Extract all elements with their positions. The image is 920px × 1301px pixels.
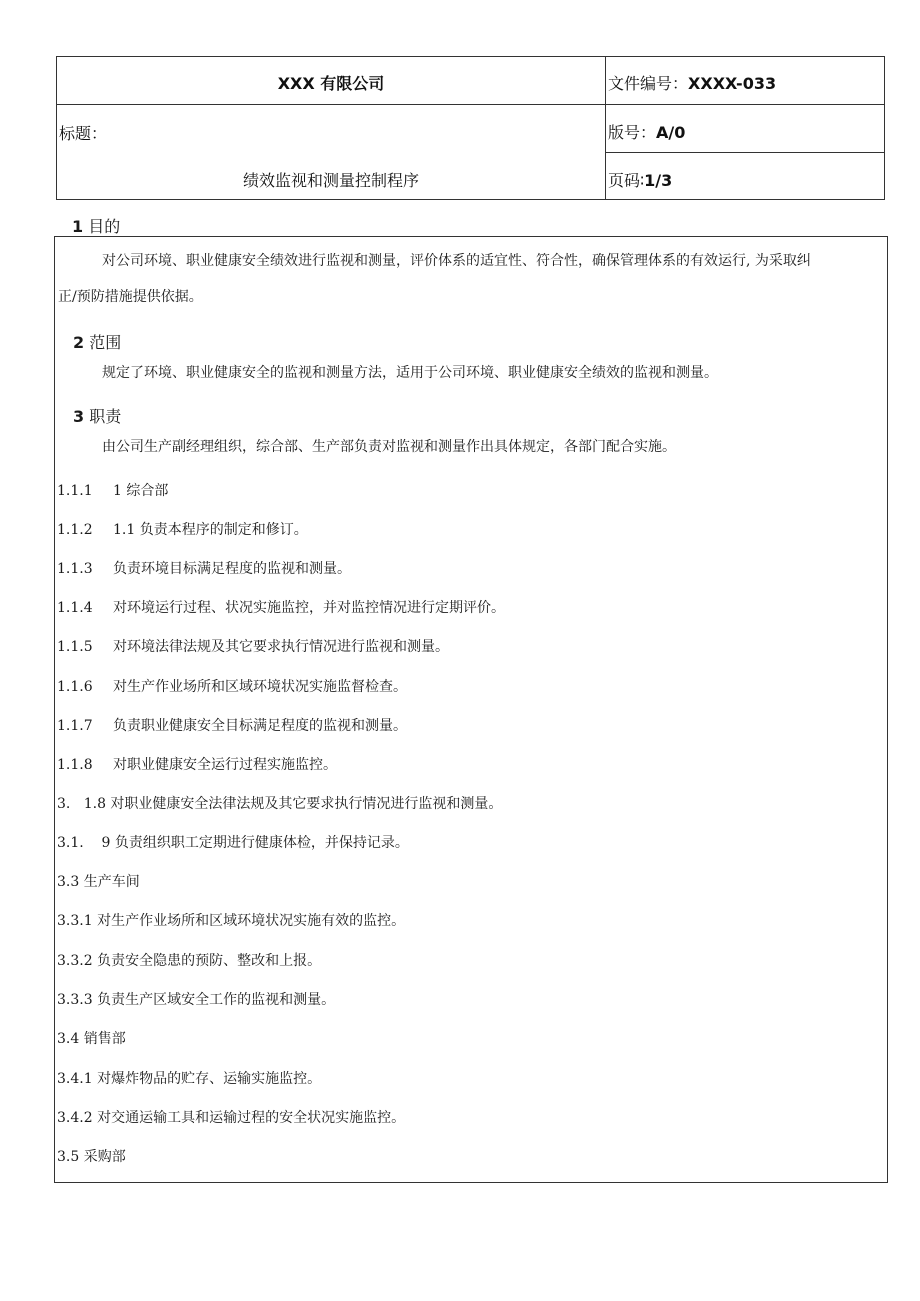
version: [608, 120, 685, 143]
list-line: 3.3.1 对生产作业场所和区域环境状况实施有效的监控。: [57, 913, 406, 929]
list-item: [57, 676, 407, 696]
list-line: 3.3 生产车间: [57, 874, 140, 890]
company-name: XXX 有限公司: [277, 74, 385, 93]
item-text: 负责职业健康安全目标满足程度的监视和测量。: [113, 718, 407, 734]
list-line: 3.3.3 负责生产区域安全工作的监视和测量。: [57, 992, 336, 1008]
item-text: 1.1 负责本程序的制定和修订。: [113, 522, 308, 538]
item-number: 1.1.5: [57, 639, 93, 655]
item-number: 1.1.1: [57, 483, 93, 499]
section-2-text: 规定了环境、职业健康安全的监视和测量方法，适用于公司环境、职业健康安全绩效的监视和测量。: [102, 365, 718, 381]
page-number-label: 页码∶: [608, 171, 645, 190]
item-text: 负责环境目标满足程度的监视和测量。: [113, 561, 351, 577]
section-2-heading: [73, 330, 121, 353]
header-divider-vertical: [605, 57, 606, 199]
list-item: [57, 715, 407, 735]
item-text: 对职业健康安全运行过程实施监控。: [113, 757, 337, 773]
list-item: [57, 519, 308, 539]
header-divider-top: [57, 104, 884, 105]
item-number: 1.1.4: [57, 600, 93, 616]
item-number: 1.1.6: [57, 679, 93, 695]
section-2-title: 范围: [89, 333, 122, 352]
section-3-number: 3: [73, 407, 85, 426]
document-header-table: [56, 56, 885, 200]
page-number-value: 1/3: [644, 171, 673, 190]
list-line: 3.1. 9 负责组织职工定期进行健康体检，并保持记录。: [57, 835, 409, 851]
item-number: 1.1.2: [57, 522, 93, 538]
item-number: 1.1.7: [57, 718, 93, 734]
list-line: 3.4.1 对爆炸物品的贮存、运输实施监控。: [57, 1071, 322, 1087]
list-line: 3.3.2 负责安全隐患的预防、整改和上报。: [57, 953, 322, 969]
document-title: 绩效监视和测量控制程序: [242, 171, 419, 190]
list-item: [57, 480, 168, 500]
list-line: 3.4.2 对交通运输工具和运输过程的安全状况实施监控。: [57, 1110, 406, 1126]
header-divider-right: [605, 152, 884, 153]
list-item: [57, 597, 505, 617]
title-label: 标题：: [59, 124, 108, 143]
section-1-title: 目的: [88, 217, 121, 236]
document-number-label: 文件编号：: [608, 74, 689, 93]
page-number: [608, 168, 672, 191]
item-text: 对环境法律法规及其它要求执行情况进行监视和测量。: [113, 639, 449, 655]
list-line: 3. 1.8 对职业健康安全法律法规及其它要求执行情况进行监视和测量。: [57, 796, 503, 812]
content-box: [54, 236, 888, 1183]
document-number-value: XXXX-033: [688, 74, 777, 93]
item-number: 1.1.8: [57, 757, 93, 773]
section-2-number: 2: [73, 333, 85, 352]
list-line: 3.5 采购部: [57, 1149, 126, 1165]
version-value: A/0: [656, 123, 686, 142]
list-item: [57, 636, 449, 656]
list-item: [57, 754, 337, 774]
item-text: 对环境运行过程、状况实施监控，并对监控情况进行定期评价。: [113, 600, 505, 616]
section-1-text-line-2: 正/预防措施提供依据。: [58, 289, 203, 305]
section-1-heading: [72, 214, 120, 237]
version-label: 版号：: [608, 123, 657, 142]
list-item: [57, 558, 351, 578]
item-text: 对生产作业场所和区域环境状况实施监督检查。: [113, 679, 407, 695]
item-number: 1.1.3: [57, 561, 93, 577]
item-text: 1 综合部: [113, 483, 169, 499]
section-3-text: 由公司生产副经理组织，综合部、生产部负责对监视和测量作出具体规定，各部门配合实施。: [102, 439, 676, 455]
list-line: 3.4 销售部: [57, 1031, 126, 1047]
section-3-heading: [73, 404, 121, 427]
section-3-title: 职责: [89, 407, 122, 426]
section-1-number: 1: [72, 217, 84, 236]
document-number: [608, 71, 776, 94]
section-1-text-line-1: 对公司环境、职业健康安全绩效进行监视和测量，评价体系的适宜性、符合性，确保管理体系的有效运行, 为采取纠: [102, 253, 811, 269]
